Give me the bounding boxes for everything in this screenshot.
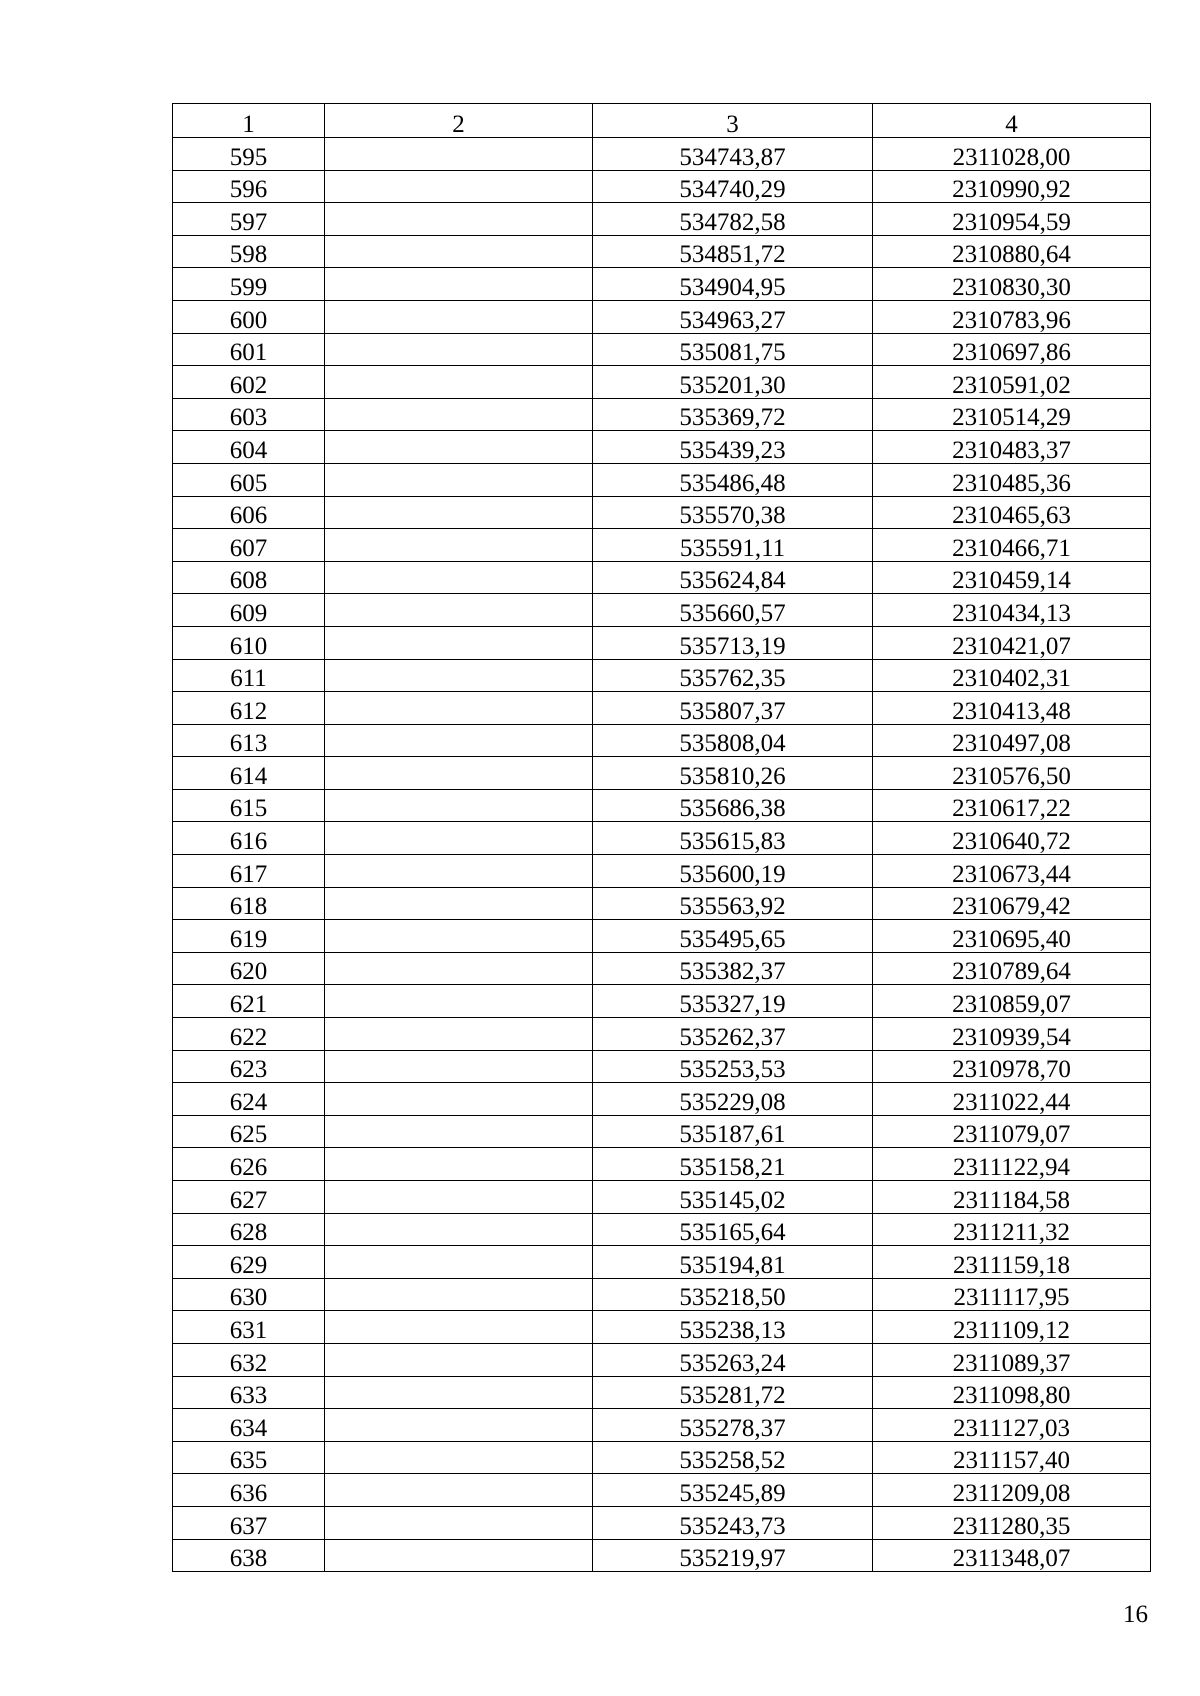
header-cell-y-coordinate: 4 bbox=[873, 104, 1151, 138]
y-coordinate-cell: 2310466,71 bbox=[873, 529, 1151, 562]
x-coordinate-cell: 535281,72 bbox=[593, 1376, 873, 1409]
description-cell bbox=[325, 1506, 593, 1539]
x-coordinate-cell: 535591,11 bbox=[593, 529, 873, 562]
x-coordinate-cell: 535218,50 bbox=[593, 1278, 873, 1311]
table-row bbox=[173, 789, 1151, 822]
table-row bbox=[173, 724, 1151, 757]
description-cell bbox=[325, 561, 593, 594]
description-cell bbox=[325, 1148, 593, 1181]
table-row bbox=[173, 1083, 1151, 1116]
table-row bbox=[173, 1474, 1151, 1507]
x-coordinate-cell: 535808,04 bbox=[593, 724, 873, 757]
x-coordinate-cell: 534740,29 bbox=[593, 170, 873, 203]
description-cell bbox=[325, 268, 593, 301]
table-row bbox=[173, 431, 1151, 464]
y-coordinate-cell: 2310576,50 bbox=[873, 757, 1151, 790]
point-number-cell: 625 bbox=[173, 1115, 325, 1148]
description-cell bbox=[325, 985, 593, 1018]
y-coordinate-cell: 2311122,94 bbox=[873, 1148, 1151, 1181]
y-coordinate-cell: 2310695,40 bbox=[873, 920, 1151, 953]
description-cell bbox=[325, 594, 593, 627]
x-coordinate-cell: 535263,24 bbox=[593, 1343, 873, 1376]
table-row bbox=[173, 1115, 1151, 1148]
point-number-cell: 633 bbox=[173, 1376, 325, 1409]
x-coordinate-cell: 535245,89 bbox=[593, 1474, 873, 1507]
table-row bbox=[173, 985, 1151, 1018]
table-row bbox=[173, 1050, 1151, 1083]
point-number-cell: 597 bbox=[173, 203, 325, 236]
table-row bbox=[173, 1409, 1151, 1442]
x-coordinate-cell: 535570,38 bbox=[593, 496, 873, 529]
point-number-cell: 611 bbox=[173, 659, 325, 692]
x-coordinate-cell: 534851,72 bbox=[593, 235, 873, 268]
y-coordinate-cell: 2311159,18 bbox=[873, 1246, 1151, 1279]
x-coordinate-cell: 535439,23 bbox=[593, 431, 873, 464]
description-cell bbox=[325, 626, 593, 659]
y-coordinate-cell: 2310617,22 bbox=[873, 789, 1151, 822]
table-row bbox=[173, 1213, 1151, 1246]
point-number-cell: 636 bbox=[173, 1474, 325, 1507]
x-coordinate-cell: 535624,84 bbox=[593, 561, 873, 594]
point-number-cell: 628 bbox=[173, 1213, 325, 1246]
y-coordinate-cell: 2310591,02 bbox=[873, 366, 1151, 399]
point-number-cell: 596 bbox=[173, 170, 325, 203]
x-coordinate-cell: 535807,37 bbox=[593, 692, 873, 725]
coordinates-table bbox=[172, 103, 1151, 1572]
description-cell bbox=[325, 1376, 593, 1409]
table-row bbox=[173, 1278, 1151, 1311]
table-row bbox=[173, 1181, 1151, 1214]
description-cell bbox=[325, 1213, 593, 1246]
table-row bbox=[173, 1376, 1151, 1409]
y-coordinate-cell: 2311280,35 bbox=[873, 1506, 1151, 1539]
y-coordinate-cell: 2310413,48 bbox=[873, 692, 1151, 725]
table-row bbox=[173, 659, 1151, 692]
y-coordinate-cell: 2311028,00 bbox=[873, 138, 1151, 171]
point-number-cell: 619 bbox=[173, 920, 325, 953]
description-cell bbox=[325, 333, 593, 366]
y-coordinate-cell: 2311098,80 bbox=[873, 1376, 1151, 1409]
description-cell bbox=[325, 855, 593, 888]
point-number-cell: 603 bbox=[173, 398, 325, 431]
y-coordinate-cell: 2311348,07 bbox=[873, 1539, 1151, 1572]
table-row bbox=[173, 855, 1151, 888]
table-row bbox=[173, 1441, 1151, 1474]
header-row bbox=[173, 104, 1151, 138]
point-number-cell: 626 bbox=[173, 1148, 325, 1181]
description-cell bbox=[325, 692, 593, 725]
description-cell bbox=[325, 529, 593, 562]
y-coordinate-cell: 2310954,59 bbox=[873, 203, 1151, 236]
y-coordinate-cell: 2311109,12 bbox=[873, 1311, 1151, 1344]
y-coordinate-cell: 2310514,29 bbox=[873, 398, 1151, 431]
y-coordinate-cell: 2310697,86 bbox=[873, 333, 1151, 366]
y-coordinate-cell: 2311211,32 bbox=[873, 1213, 1151, 1246]
x-coordinate-cell: 535382,37 bbox=[593, 952, 873, 985]
table-row bbox=[173, 1148, 1151, 1181]
table-row bbox=[173, 1246, 1151, 1279]
y-coordinate-cell: 2311079,07 bbox=[873, 1115, 1151, 1148]
y-coordinate-cell: 2310640,72 bbox=[873, 822, 1151, 855]
y-coordinate-cell: 2310485,36 bbox=[873, 463, 1151, 496]
table-row bbox=[173, 203, 1151, 236]
description-cell bbox=[325, 1181, 593, 1214]
y-coordinate-cell: 2311022,44 bbox=[873, 1083, 1151, 1116]
y-coordinate-cell: 2310830,30 bbox=[873, 268, 1151, 301]
x-coordinate-cell: 535253,53 bbox=[593, 1050, 873, 1083]
point-number-cell: 627 bbox=[173, 1181, 325, 1214]
table-body bbox=[173, 138, 1151, 1572]
table-row bbox=[173, 561, 1151, 594]
point-number-cell: 612 bbox=[173, 692, 325, 725]
point-number-cell: 630 bbox=[173, 1278, 325, 1311]
description-cell bbox=[325, 920, 593, 953]
description-cell bbox=[325, 366, 593, 399]
x-coordinate-cell: 535201,30 bbox=[593, 366, 873, 399]
y-coordinate-cell: 2310939,54 bbox=[873, 1018, 1151, 1051]
point-number-cell: 616 bbox=[173, 822, 325, 855]
table-row bbox=[173, 1506, 1151, 1539]
y-coordinate-cell: 2310497,08 bbox=[873, 724, 1151, 757]
x-coordinate-cell: 535219,97 bbox=[593, 1539, 873, 1572]
x-coordinate-cell: 535563,92 bbox=[593, 887, 873, 920]
x-coordinate-cell: 535165,64 bbox=[593, 1213, 873, 1246]
x-coordinate-cell: 535660,57 bbox=[593, 594, 873, 627]
y-coordinate-cell: 2310783,96 bbox=[873, 300, 1151, 333]
table-row bbox=[173, 398, 1151, 431]
table-row bbox=[173, 170, 1151, 203]
x-coordinate-cell: 534743,87 bbox=[593, 138, 873, 171]
point-number-cell: 615 bbox=[173, 789, 325, 822]
point-number-cell: 604 bbox=[173, 431, 325, 464]
header-cell-2: 2 bbox=[325, 104, 593, 138]
table-row bbox=[173, 757, 1151, 790]
y-coordinate-cell: 2310465,63 bbox=[873, 496, 1151, 529]
x-coordinate-cell: 535600,19 bbox=[593, 855, 873, 888]
description-cell bbox=[325, 1409, 593, 1442]
header-cell-x-coordinate: 3 bbox=[593, 104, 873, 138]
point-number-cell: 622 bbox=[173, 1018, 325, 1051]
x-coordinate-cell: 535158,21 bbox=[593, 1148, 873, 1181]
description-cell bbox=[325, 1115, 593, 1148]
description-cell bbox=[325, 952, 593, 985]
y-coordinate-cell: 2310990,92 bbox=[873, 170, 1151, 203]
x-coordinate-cell: 535327,19 bbox=[593, 985, 873, 1018]
x-coordinate-cell: 535238,13 bbox=[593, 1311, 873, 1344]
y-coordinate-cell: 2310459,14 bbox=[873, 561, 1151, 594]
table-row bbox=[173, 594, 1151, 627]
point-number-cell: 609 bbox=[173, 594, 325, 627]
x-coordinate-cell: 535081,75 bbox=[593, 333, 873, 366]
y-coordinate-cell: 2310483,37 bbox=[873, 431, 1151, 464]
y-coordinate-cell: 2310978,70 bbox=[873, 1050, 1151, 1083]
table-header bbox=[173, 104, 1151, 138]
x-coordinate-cell: 535262,37 bbox=[593, 1018, 873, 1051]
table-row bbox=[173, 1311, 1151, 1344]
description-cell bbox=[325, 724, 593, 757]
y-coordinate-cell: 2311089,37 bbox=[873, 1343, 1151, 1376]
point-number-cell: 621 bbox=[173, 985, 325, 1018]
point-number-cell: 598 bbox=[173, 235, 325, 268]
y-coordinate-cell: 2310434,13 bbox=[873, 594, 1151, 627]
point-number-cell: 634 bbox=[173, 1409, 325, 1442]
description-cell bbox=[325, 1018, 593, 1051]
y-coordinate-cell: 2311117,95 bbox=[873, 1278, 1151, 1311]
y-coordinate-cell: 2310789,64 bbox=[873, 952, 1151, 985]
point-number-cell: 638 bbox=[173, 1539, 325, 1572]
table-row bbox=[173, 138, 1151, 171]
point-number-cell: 613 bbox=[173, 724, 325, 757]
y-coordinate-cell: 2310859,07 bbox=[873, 985, 1151, 1018]
point-number-cell: 606 bbox=[173, 496, 325, 529]
description-cell bbox=[325, 659, 593, 692]
x-coordinate-cell: 535615,83 bbox=[593, 822, 873, 855]
table-row bbox=[173, 692, 1151, 725]
y-coordinate-cell: 2310673,44 bbox=[873, 855, 1151, 888]
description-cell bbox=[325, 203, 593, 236]
point-number-cell: 602 bbox=[173, 366, 325, 399]
x-coordinate-cell: 535194,81 bbox=[593, 1246, 873, 1279]
x-coordinate-cell: 535258,52 bbox=[593, 1441, 873, 1474]
description-cell bbox=[325, 1539, 593, 1572]
description-cell bbox=[325, 1246, 593, 1279]
description-cell bbox=[325, 1343, 593, 1376]
x-coordinate-cell: 534963,27 bbox=[593, 300, 873, 333]
description-cell bbox=[325, 1441, 593, 1474]
table-row bbox=[173, 920, 1151, 953]
y-coordinate-cell: 2310402,31 bbox=[873, 659, 1151, 692]
table-row bbox=[173, 300, 1151, 333]
x-coordinate-cell: 535762,35 bbox=[593, 659, 873, 692]
point-number-cell: 637 bbox=[173, 1506, 325, 1539]
x-coordinate-cell: 535686,38 bbox=[593, 789, 873, 822]
table-row bbox=[173, 268, 1151, 301]
point-number-cell: 601 bbox=[173, 333, 325, 366]
table-row bbox=[173, 333, 1151, 366]
table-row bbox=[173, 1018, 1151, 1051]
y-coordinate-cell: 2310880,64 bbox=[873, 235, 1151, 268]
description-cell bbox=[325, 463, 593, 496]
table-row bbox=[173, 952, 1151, 985]
point-number-cell: 624 bbox=[173, 1083, 325, 1116]
header-cell-point-number: 1 bbox=[173, 104, 325, 138]
table-row bbox=[173, 626, 1151, 659]
table-row bbox=[173, 496, 1151, 529]
x-coordinate-cell: 535229,08 bbox=[593, 1083, 873, 1116]
point-number-cell: 635 bbox=[173, 1441, 325, 1474]
point-number-cell: 632 bbox=[173, 1343, 325, 1376]
point-number-cell: 618 bbox=[173, 887, 325, 920]
description-cell bbox=[325, 757, 593, 790]
point-number-cell: 607 bbox=[173, 529, 325, 562]
description-cell bbox=[325, 1278, 593, 1311]
description-cell bbox=[325, 170, 593, 203]
y-coordinate-cell: 2310421,07 bbox=[873, 626, 1151, 659]
point-number-cell: 617 bbox=[173, 855, 325, 888]
description-cell bbox=[325, 398, 593, 431]
y-coordinate-cell: 2311184,58 bbox=[873, 1181, 1151, 1214]
table-row bbox=[173, 366, 1151, 399]
y-coordinate-cell: 2310679,42 bbox=[873, 887, 1151, 920]
y-coordinate-cell: 2311157,40 bbox=[873, 1441, 1151, 1474]
x-coordinate-cell: 534782,58 bbox=[593, 203, 873, 236]
point-number-cell: 595 bbox=[173, 138, 325, 171]
point-number-cell: 610 bbox=[173, 626, 325, 659]
point-number-cell: 629 bbox=[173, 1246, 325, 1279]
table-row bbox=[173, 529, 1151, 562]
description-cell bbox=[325, 1474, 593, 1507]
point-number-cell: 623 bbox=[173, 1050, 325, 1083]
x-coordinate-cell: 534904,95 bbox=[593, 268, 873, 301]
x-coordinate-cell: 535243,73 bbox=[593, 1506, 873, 1539]
x-coordinate-cell: 535810,26 bbox=[593, 757, 873, 790]
x-coordinate-cell: 535145,02 bbox=[593, 1181, 873, 1214]
y-coordinate-cell: 2311127,03 bbox=[873, 1409, 1151, 1442]
table-row bbox=[173, 1343, 1151, 1376]
description-cell bbox=[325, 300, 593, 333]
x-coordinate-cell: 535486,48 bbox=[593, 463, 873, 496]
point-number-cell: 605 bbox=[173, 463, 325, 496]
page-number: 16 bbox=[1123, 1601, 1148, 1628]
x-coordinate-cell: 535369,72 bbox=[593, 398, 873, 431]
x-coordinate-cell: 535495,65 bbox=[593, 920, 873, 953]
x-coordinate-cell: 535187,61 bbox=[593, 1115, 873, 1148]
description-cell bbox=[325, 822, 593, 855]
x-coordinate-cell: 535278,37 bbox=[593, 1409, 873, 1442]
description-cell bbox=[325, 1050, 593, 1083]
description-cell bbox=[325, 235, 593, 268]
description-cell bbox=[325, 789, 593, 822]
y-coordinate-cell: 2311209,08 bbox=[873, 1474, 1151, 1507]
description-cell bbox=[325, 431, 593, 464]
table-row bbox=[173, 822, 1151, 855]
description-cell bbox=[325, 496, 593, 529]
description-cell bbox=[325, 1083, 593, 1116]
x-coordinate-cell: 535713,19 bbox=[593, 626, 873, 659]
point-number-cell: 599 bbox=[173, 268, 325, 301]
table-row bbox=[173, 1539, 1151, 1572]
description-cell bbox=[325, 138, 593, 171]
point-number-cell: 620 bbox=[173, 952, 325, 985]
point-number-cell: 600 bbox=[173, 300, 325, 333]
point-number-cell: 631 bbox=[173, 1311, 325, 1344]
table-row bbox=[173, 887, 1151, 920]
point-number-cell: 614 bbox=[173, 757, 325, 790]
description-cell bbox=[325, 1311, 593, 1344]
description-cell bbox=[325, 887, 593, 920]
point-number-cell: 608 bbox=[173, 561, 325, 594]
table-row bbox=[173, 463, 1151, 496]
table-row bbox=[173, 235, 1151, 268]
